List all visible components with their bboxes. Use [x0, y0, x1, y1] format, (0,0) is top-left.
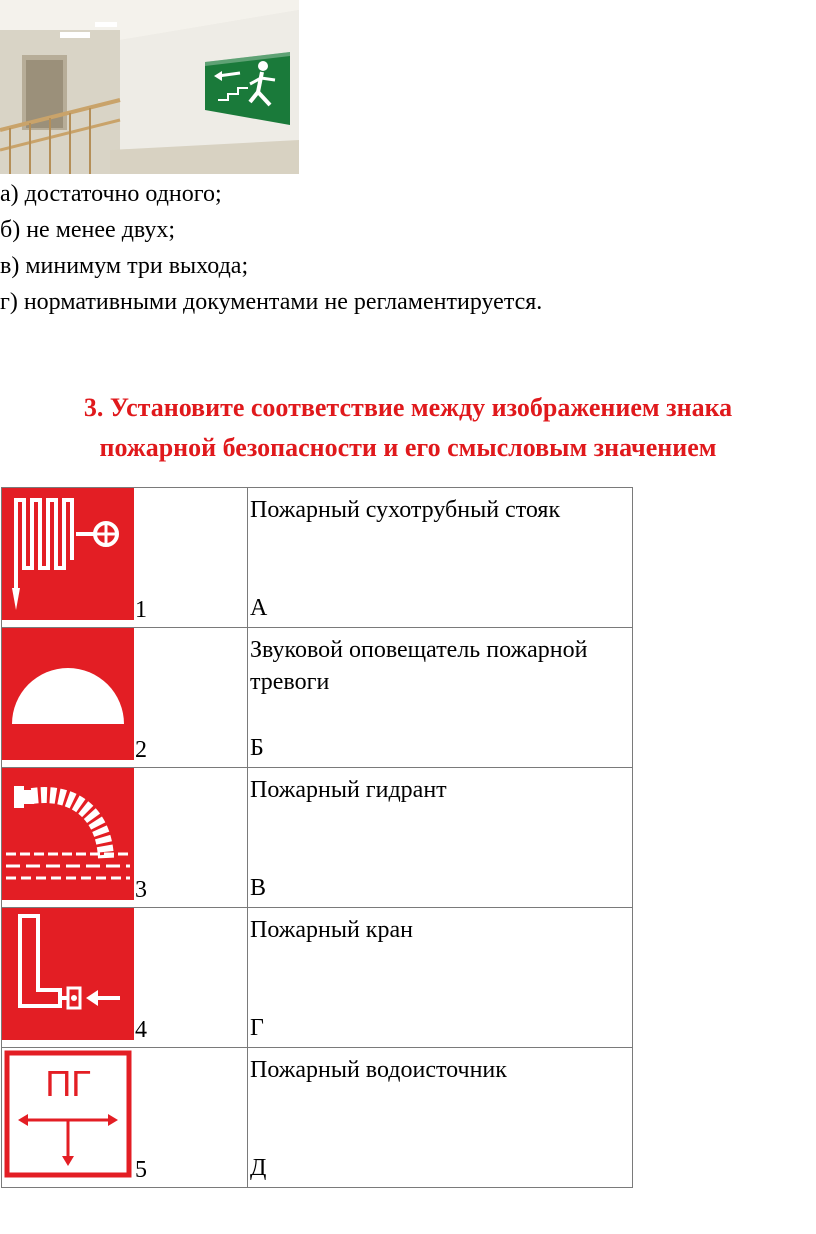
option-b: б) не менее двух; — [0, 217, 176, 243]
meaning-cell — [248, 1048, 633, 1188]
sign-number: 2 — [135, 737, 147, 763]
task-title — [0, 388, 816, 468]
matching-table — [1, 487, 633, 1188]
meaning-cell — [248, 908, 633, 1048]
task-title-line-1: 3. Установите соответствие между изображением знака — [83, 393, 733, 422]
meaning-text: Пожарный водоисточник — [250, 1057, 507, 1083]
meaning-text: Пожарный сухотрубный стояк — [250, 497, 561, 523]
meaning-cell — [248, 488, 633, 628]
fire-hose-reel-icon — [2, 488, 134, 620]
meaning-text: Звуковой оповещатель пожарной тревоги — [250, 637, 588, 695]
table-row — [2, 628, 633, 768]
meaning-letter: Д — [250, 1155, 267, 1181]
meaning-text: Пожарный кран — [250, 917, 413, 943]
answer-options — [0, 176, 542, 320]
sign-number: 1 — [135, 597, 147, 623]
sign-cell — [2, 628, 248, 768]
fire-alarm-sounder-icon — [2, 628, 134, 760]
table-row — [2, 768, 633, 908]
meaning-letter: В — [250, 875, 267, 901]
option-d: г) нормативными документами не регламентируется. — [0, 289, 543, 315]
exit-sign-photo — [0, 0, 299, 174]
option-c: в) минимум три выхода; — [0, 253, 249, 279]
meaning-letter: Г — [250, 1015, 264, 1041]
dry-riser-icon — [2, 908, 134, 1040]
meaning-cell — [248, 768, 633, 908]
sign-cell — [2, 908, 248, 1048]
option-a: а) достаточно одного; — [0, 181, 222, 207]
sign-number: 3 — [135, 877, 147, 903]
meaning-letter: А — [250, 595, 268, 621]
sign-cell — [2, 768, 248, 908]
hydrant-pg-icon — [2, 1048, 134, 1180]
sign-number: 4 — [135, 1017, 147, 1043]
meaning-letter: Б — [250, 735, 264, 761]
meaning-cell — [248, 628, 633, 768]
sign-text: ПГ — [45, 1063, 91, 1104]
water-source-icon — [2, 768, 134, 900]
sign-number: 5 — [135, 1157, 147, 1183]
sign-cell — [2, 488, 248, 628]
sign-cell — [2, 1048, 248, 1188]
table-row — [2, 908, 633, 1048]
meaning-text: Пожарный гидрант — [250, 777, 447, 803]
task-title-line-2: пожарной безопасности и его смысловым значением — [99, 433, 717, 462]
table-row — [2, 1048, 633, 1188]
table-row — [2, 488, 633, 628]
